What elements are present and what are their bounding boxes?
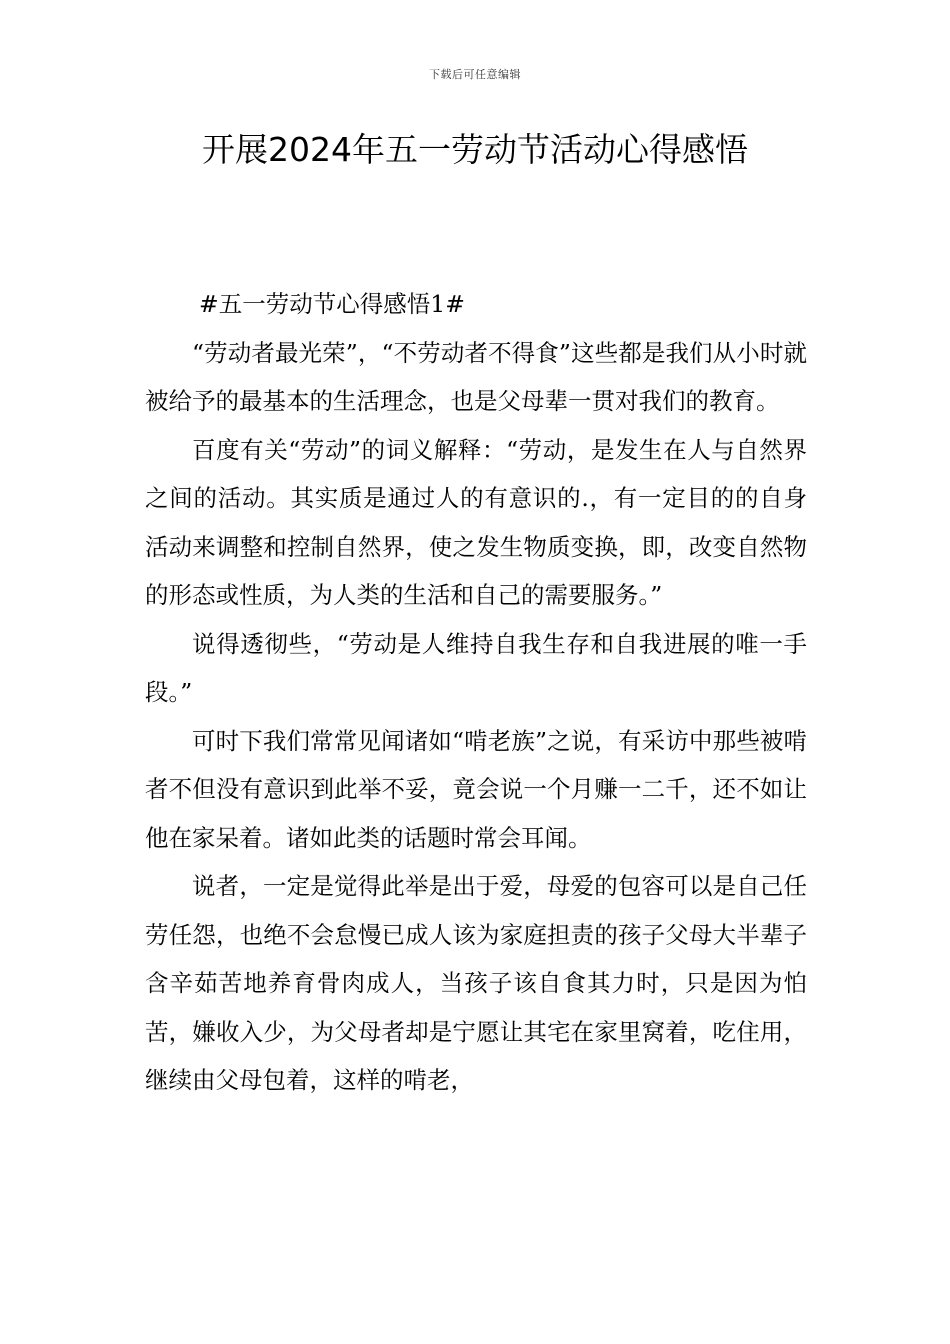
document-body [145,280,807,1105]
paragraph-2: 百度有关“劳动”的词义解释：“劳动，是发生在人与自然界之间的活动。其实质是通过人的有意识的.，有一定目的的自身活动来调整和控制自然界，使之发生物质变换，即，改变自然物的形态或性质，为人类的生活和自己的需要服务。” [145,435,807,609]
header-note: 下载后可任意编辑 [429,68,521,81]
paragraph-1: “劳动者最光荣”，“不劳动者不得食”这些都是我们从小时就被给予的最基本的生活理念，也是父母辈一贯对我们的教育。 [145,338,807,415]
paragraph-5: 说者，一定是觉得此举是出于爱，母爱的包容可以是自己任劳任怨，也绝不会怠慢已成人该为家庭担责的孩子父母大半辈子含辛茹苦地养育骨肉成人，当孩子该自食其力时，只是因为怕苦，嫌收入少，为父母者却是宁愿让其宅在家里窝着，吃住用，继续由父母包着，这样的啃老， [145,872,807,1094]
paragraph-4: 可时下我们常常见闻诸如“啃老族”之说，有采访中那些被啃者不但没有意识到此举不妥，竟会说一个月赚一二千，还不如让他在家呆着。诸如此类的话题时常会耳闻。 [145,726,807,852]
section-tag: #五一劳动节心得感悟1# [199,290,465,318]
document-title: 开展2024年五一劳动节活动心得感悟 [202,130,748,169]
paragraph-3: 说得透彻些，“劳动是人维持自我生存和自我进展的唯一手段。” [145,629,807,706]
